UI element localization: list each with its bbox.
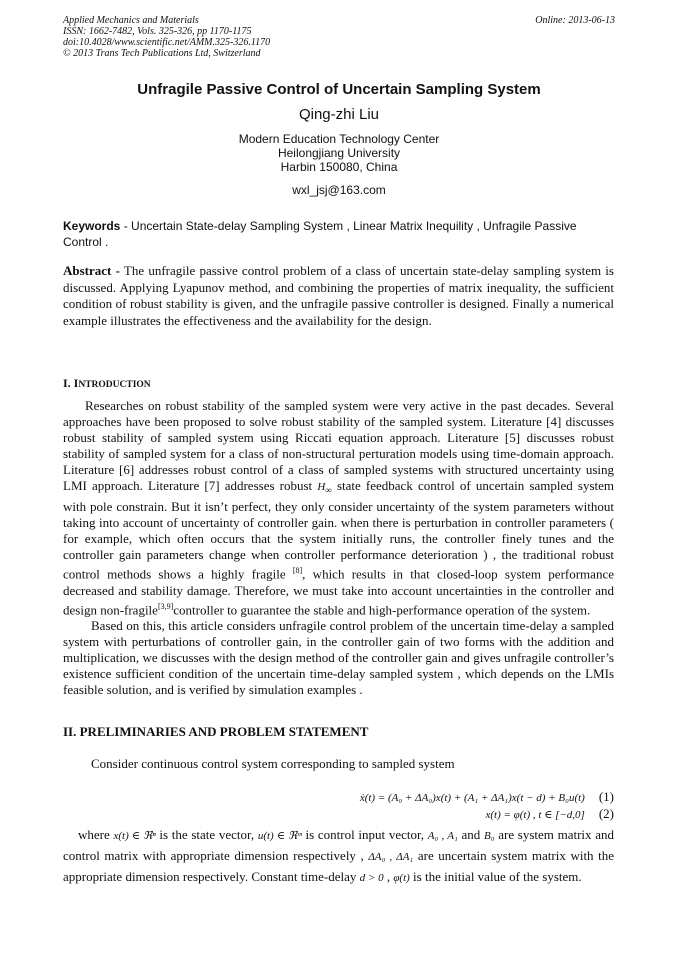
citation: [8] xyxy=(292,566,303,576)
text: is the initial value of the system. xyxy=(409,869,582,884)
math-inline: ΔA₀ , ΔA₁ xyxy=(368,851,414,863)
paragraph-text: controller to guarantee the stable and high-performance operation of the system. xyxy=(173,601,591,617)
section-heading-preliminaries: II. PRELIMINARIES AND PROBLEM STATEMENT xyxy=(63,724,369,739)
paragraph: Based on this, this article considers unfragile control problem of the uncertain time-delay a sampled system with perturbations of controller gain, in the controller gain of two forms with the addition and multiplication, we discusses with the design method of the controller gain and gives unfragile controller’s existence sufficient condition of the uncertain time-delay sampled system , which depends on the LMIs feasible solution, and is verified by simulation examples . xyxy=(63,618,614,698)
text: is the state vector, xyxy=(155,827,258,842)
infinity-subscript: ∞ xyxy=(325,485,332,496)
section-number: I. xyxy=(63,376,71,390)
affiliation xyxy=(0,132,678,174)
h-symbol: H xyxy=(317,481,326,494)
math-inline: d > 0 xyxy=(359,872,384,884)
text: , xyxy=(383,869,394,884)
paper-title: Unfragile Passive Control of Uncertain Sampling System xyxy=(137,81,541,98)
text: and xyxy=(457,827,484,842)
affiliation-line: Harbin 150080, China xyxy=(280,160,398,174)
keywords-label: Keywords xyxy=(63,219,121,233)
math-inline: B₀ xyxy=(483,830,495,842)
abstract-text: The unfragile passive control problem of a class of uncertain state-delay sampling system is discussed. Applying Lyapunov method, and combining the properties of matrix inequality, the sufficient condition of robust stability is given, and the unfragile passive controller is designed. Finally a numerical example illustrates the effectiveness and the availability for the design. xyxy=(63,263,614,328)
citation: [3,9] xyxy=(157,601,174,611)
abstract-label: Abstract - xyxy=(63,263,120,278)
paragraph-text: state feedback control of uncertain sampled system with pole constrain. But it isn’t perfect, they only consider uncertainty of the system parameters without taking into account of uncertainty of controller gain. when there is perturbation in controller parameters ( for example, which often occurs that the system initially runs, the controller finely tunes and the controller gain parameters change when controller performance deterioration ) , the traditional robust control methods shows a highly fragile xyxy=(63,478,614,582)
keywords-text: - Uncertain State-delay Sampling System , Linear Matrix Inequility , Unfragile Passive Control . xyxy=(63,219,577,249)
paragraph-text: , which results in that closed-loop system performance decreased and stability damage. Therefore, we must take into account uncertainties in the controller and design non-fragile xyxy=(63,566,614,617)
equation-number: (1) xyxy=(598,789,614,804)
equation-expression: ẋ(t) = (A₀ + ΔA₀)x(t) + (A₁ + ΔA₁)x(t − d) + B₀u(t) xyxy=(359,792,585,804)
equation-1 xyxy=(360,789,614,805)
text: are system matrix and control matrix with appropriate dimension respectively , xyxy=(63,827,615,863)
h-infinity-symbol xyxy=(317,481,332,496)
doi-line: doi:10.4028/www.scientific.net/AMM.325-326.1170 xyxy=(63,37,271,48)
paragraph-text: Researches on robust stability of the sampled system were very active in the past decades. Several approaches have been proposed to solve robust stability of the sampled system. Literature [4] discusses robust stability of sampled system using Riccati equation approach. Literature [5] discusses robust stability of sampled system for a class of non-structural perturation models using time-domain approach. Literature [6] addresses robust control of a class of sampled systems with structured uncertainty using LMI approach. Literature [7] addresses robust xyxy=(63,398,614,494)
math-inline: x(t) ∈ ℜⁿ xyxy=(113,830,156,842)
section-heading-introduction xyxy=(63,376,151,391)
math-inline: A₀ , A₁ xyxy=(427,830,458,842)
equation-expression: x(t) = φ(t) , t ∈ [−d,0] xyxy=(485,809,585,821)
section-title-rest: NTRODUCTION xyxy=(78,380,151,390)
copyright-line: © 2013 Trans Tech Publications Ltd, Switzerland xyxy=(63,48,261,59)
keywords xyxy=(63,218,614,250)
author-email: wxl_jsj@163.com xyxy=(292,183,386,197)
text: where xyxy=(78,827,114,842)
online-date: Online: 2013-06-13 xyxy=(535,15,615,26)
affiliation-line: Heilongjiang University xyxy=(277,146,401,160)
math-inline: φ(t) xyxy=(393,872,410,884)
paragraph xyxy=(63,398,614,618)
text: is control input vector, xyxy=(301,827,428,842)
equation-number: (2) xyxy=(598,806,614,821)
section-initial: I xyxy=(73,376,79,390)
math-inline: u(t) ∈ ℜᵐ xyxy=(257,830,302,842)
introduction-body xyxy=(63,398,614,699)
where-paragraph xyxy=(63,825,614,888)
author-name: Qing-zhi Liu xyxy=(298,106,380,123)
journal-name: Applied Mechanics and Materials xyxy=(63,15,199,26)
equation-2 xyxy=(485,806,614,822)
consider-sentence: Consider continuous control system corresponding to sampled system xyxy=(91,756,455,771)
affiliation-line: Modern Education Technology Center xyxy=(238,132,440,146)
issn-line: ISSN: 1662-7482, Vols. 325-326, pp 1170-1175 xyxy=(63,26,252,37)
abstract xyxy=(63,263,614,329)
journal-header xyxy=(63,15,615,59)
text: are uncertain system matrix with the appropriate dimension respectively. Constant time-delay xyxy=(63,848,615,884)
